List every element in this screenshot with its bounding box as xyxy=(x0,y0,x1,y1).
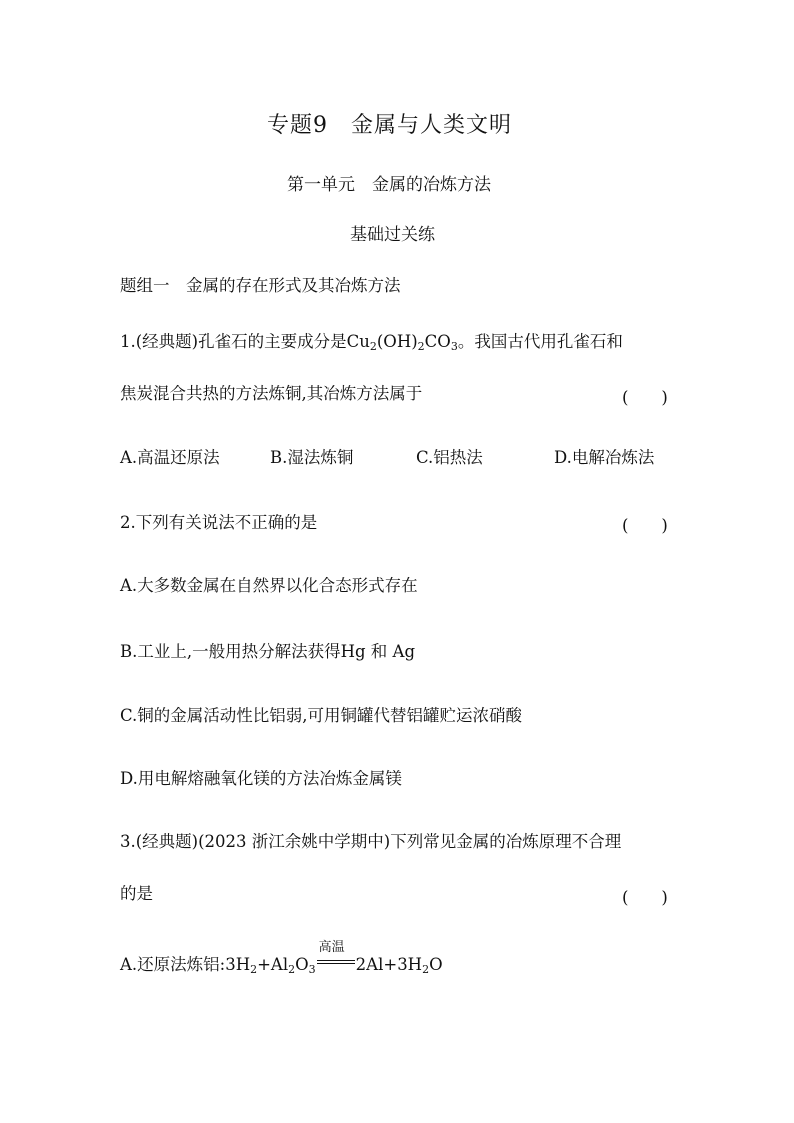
q2-option-d: D.用电解熔融氧化镁的方法冶炼金属镁 xyxy=(120,769,402,788)
q1-stem-line1: 1.(经典题)孔雀石的主要成分是$Cu_2(OH)_2CO_3$。我国古代用孔雀石和 xyxy=(120,332,623,353)
reaction-condition-label: 高温 xyxy=(318,940,345,955)
q1-answer-blank: ( ) xyxy=(622,388,668,407)
q2-answer-blank: ( ) xyxy=(622,516,668,535)
q2-option-b: B.工业上,一般用热分解法获得Hg 和 Ag xyxy=(120,642,416,661)
q3-option-a: A.还原法炼铝$:3H_2+Al_2O_3$ 高温 $2Al+3H_2O$ xyxy=(120,951,443,975)
q3-stem-line1: 3.(经典题)(2023 浙江余姚中学期中)下列常见金属的冶炼原理不合理 xyxy=(120,832,622,851)
group-heading: 题组一 金属的存在形式及其冶炼方法 xyxy=(120,276,401,295)
page-title: 专题9 金属与人类文明 xyxy=(267,113,512,138)
q1-stem-line2: 焦炭混合共热的方法炼铜,其冶炼方法属于 xyxy=(120,384,423,403)
q1-option-c: C.铝热法 xyxy=(416,448,483,467)
q1-option-b: B.湿法炼铜 xyxy=(270,448,354,467)
q3-answer-blank: ( ) xyxy=(622,888,668,907)
q1-option-a: A.高温还原法 xyxy=(120,448,220,467)
unit-title: 第一单元 金属的冶炼方法 xyxy=(287,175,491,195)
q3-stem-line2: 的是 xyxy=(120,884,153,903)
reaction-condition-arrow xyxy=(317,940,355,968)
q2-option-c: C.铜的金属活动性比铝弱,可用铜罐代替铝罐贮运浓硝酸 xyxy=(120,706,523,725)
section-title: 基础过关练 xyxy=(350,225,435,245)
q1-option-d: D.电解冶炼法 xyxy=(554,448,655,467)
q2-option-a: A.大多数金属在自然界以化合态形式存在 xyxy=(120,576,418,595)
q2-stem: 2.下列有关说法不正确的是 xyxy=(120,513,318,532)
